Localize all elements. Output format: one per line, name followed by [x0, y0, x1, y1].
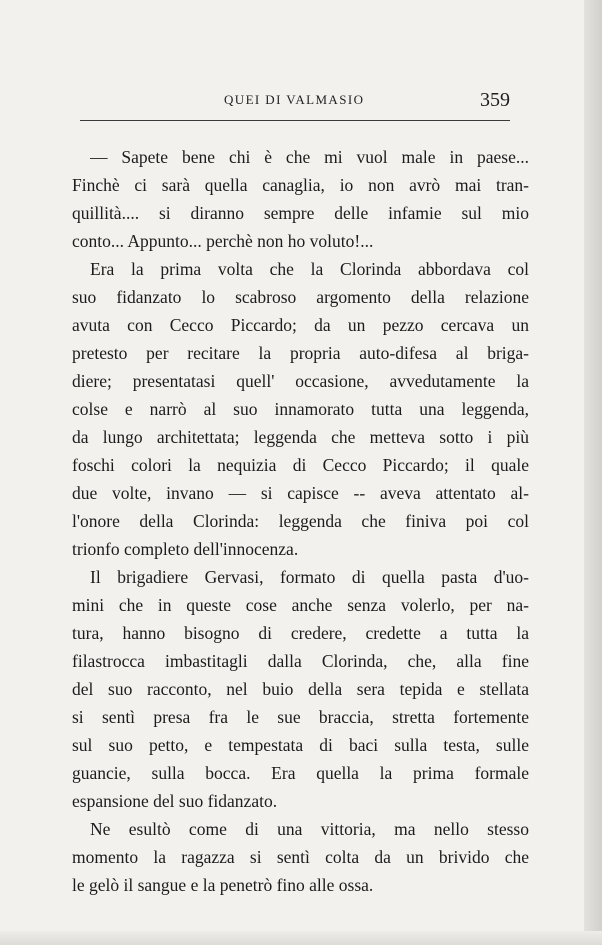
text-line: l'onore della Clorinda: leggenda che finiva poi col [72, 511, 529, 531]
text-line: conto... Appunto... perchè non ho voluto!... [72, 231, 374, 251]
text-line: le gelò il sangue e la penetrò fino alle ossa. [72, 875, 374, 895]
text-line: filastrocca imbastitagli dalla Clorinda, che, alla fine [72, 651, 529, 671]
text-line: pretesto per recitare la propria auto-difesa al briga- [72, 343, 529, 363]
header-rule [80, 120, 510, 121]
text-line: — Sapete bene chi è che mi vuol male in paese... [90, 147, 529, 167]
text-line: quillità.... si diranno sempre delle infamie sul mio [72, 203, 529, 223]
page-number: 359 [480, 89, 510, 111]
text-line: foschi colori la nequizia di Cecco Piccardo; il quale [72, 455, 529, 475]
text-line: Ne esultò come di una vittoria, ma nello stesso [90, 819, 529, 839]
text-line: espansione del suo fidanzato. [72, 791, 278, 811]
text-line: colse e narrò al suo innamorato tutta una leggenda, [72, 399, 529, 419]
text-line: mini che in queste cose anche senza volerlo, per na- [72, 595, 529, 615]
text-line: trionfo completo dell'innocenza. [72, 539, 299, 559]
text-line: sul suo petto, e tempestata di baci sulla testa, sulle [72, 735, 529, 755]
text-line: avuta con Cecco Piccardo; da un pezzo cercava un [72, 315, 529, 335]
text-line: guancie, sulla bocca. Era quella la prima formale [72, 763, 529, 783]
text-line: Finchè ci sarà quella canaglia, io non avrò mai tran- [72, 175, 529, 195]
running-title: QUEI DI VALMASIO [224, 92, 365, 107]
text-line: diere; presentatasi quell' occasione, avvedutamente la [72, 371, 529, 391]
text-line: da lungo architettata; leggenda che metteva sotto i più [72, 427, 529, 447]
text-line: suo fidanzato lo scabroso argomento della relazione [72, 287, 529, 307]
page-edge [584, 0, 602, 945]
running-header [74, 89, 530, 114]
text-line: tura, hanno bisogno di credere, credette a tutta la [72, 623, 529, 643]
text-line: Il brigadiere Gervasi, formato di quella pasta d'uo- [90, 567, 529, 587]
text-line: Era la prima volta che la Clorinda abbordava col [90, 259, 529, 279]
text-line: si sentì presa fra le sue braccia, stretta fortemente [72, 707, 529, 727]
text-line: del suo racconto, nel buio della sera tepida e stellata [72, 679, 529, 699]
text-line: momento la ragazza si sentì colta da un brivido che [72, 847, 529, 867]
text-line: due volte, invano — si capisce -- aveva attentato al- [72, 483, 529, 503]
page-bottom-edge [0, 931, 602, 945]
